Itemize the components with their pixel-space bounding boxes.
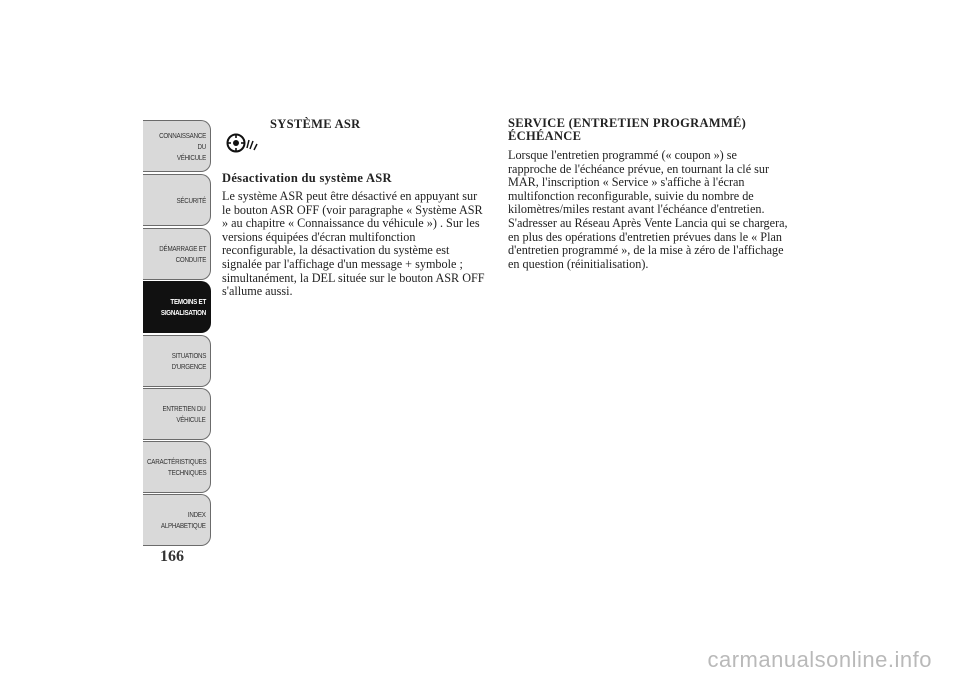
tab-entretien-du-vehicule[interactable] <box>143 388 211 440</box>
page-number: 166 <box>160 548 184 565</box>
tab-demarrage-et-conduite[interactable] <box>143 228 211 280</box>
tab-label: ENTRETIEN DU VÉHICULE <box>162 404 206 424</box>
tab-caracteristiques-techniques[interactable] <box>143 441 211 493</box>
service-body-text: Lorsque l'entretien programmé (« coupon ») se rapproche de l'échéance prévue, en tournant la clé sur MAR, l'inscription « Service » s'affiche à l'écran multifonction reconfigurable, suivie du nombre de kilomètres/miles restant avant l'échéance d'entretien. S'adresser au Réseau Après Vente Lancia qui se chargera, en plus des opérations d'entretien prévues dans le « Plan d'entretien programmé », de la mise à zéro de l'affichage en question (réinitialisation). <box>508 148 788 271</box>
tab-label: SITUATIONS D'URGENCE <box>171 351 206 371</box>
tab-securite[interactable] <box>143 174 211 226</box>
asr-section-title: SYSTÈME ASR <box>270 117 361 131</box>
tab-label: DÉMARRAGE ET CONDUITE <box>159 244 206 264</box>
service-section-title: SERVICE (ENTRETIEN PROGRAMMÉ) ÉCHÉANCE <box>508 116 747 143</box>
tab-connaissance-du-vehicule[interactable] <box>143 120 211 172</box>
tab-index-alphabetique[interactable] <box>143 494 211 546</box>
tab-situations-d-urgence[interactable] <box>143 335 211 387</box>
tab-label: TEMOINS ET SIGNALISATION <box>160 297 206 317</box>
asr-warning-icon <box>226 132 258 154</box>
tab-temoins-et-signalisation[interactable] <box>143 281 211 333</box>
tab-label: SÉCURITÉ <box>176 195 206 205</box>
tab-label: CARACTÉRISTIQUES TECHNIQUES <box>146 457 206 477</box>
asr-body-text: Le système ASR peut être désactivé en appuyant sur le bouton ASR OFF (voir paragraphe « Système ASR » au chapitre « Connaissance du véhicule ») . Sur les versions équipées d'écran multifonction reconfigurable, la désactivation du système est signalée par l'affichage d'un message + symbole ; simultanément, la DEL située sur le bouton ASR OFF s'allume aussi. <box>222 189 485 299</box>
tab-label: INDEX ALPHABETIQUE <box>161 510 206 530</box>
watermark: carmanualsonline.info <box>707 647 932 672</box>
tab-label: CONNAISSANCE DU VÉHICULE <box>159 130 206 162</box>
asr-deactivation-heading: Désactivation du système ASR <box>222 171 392 185</box>
